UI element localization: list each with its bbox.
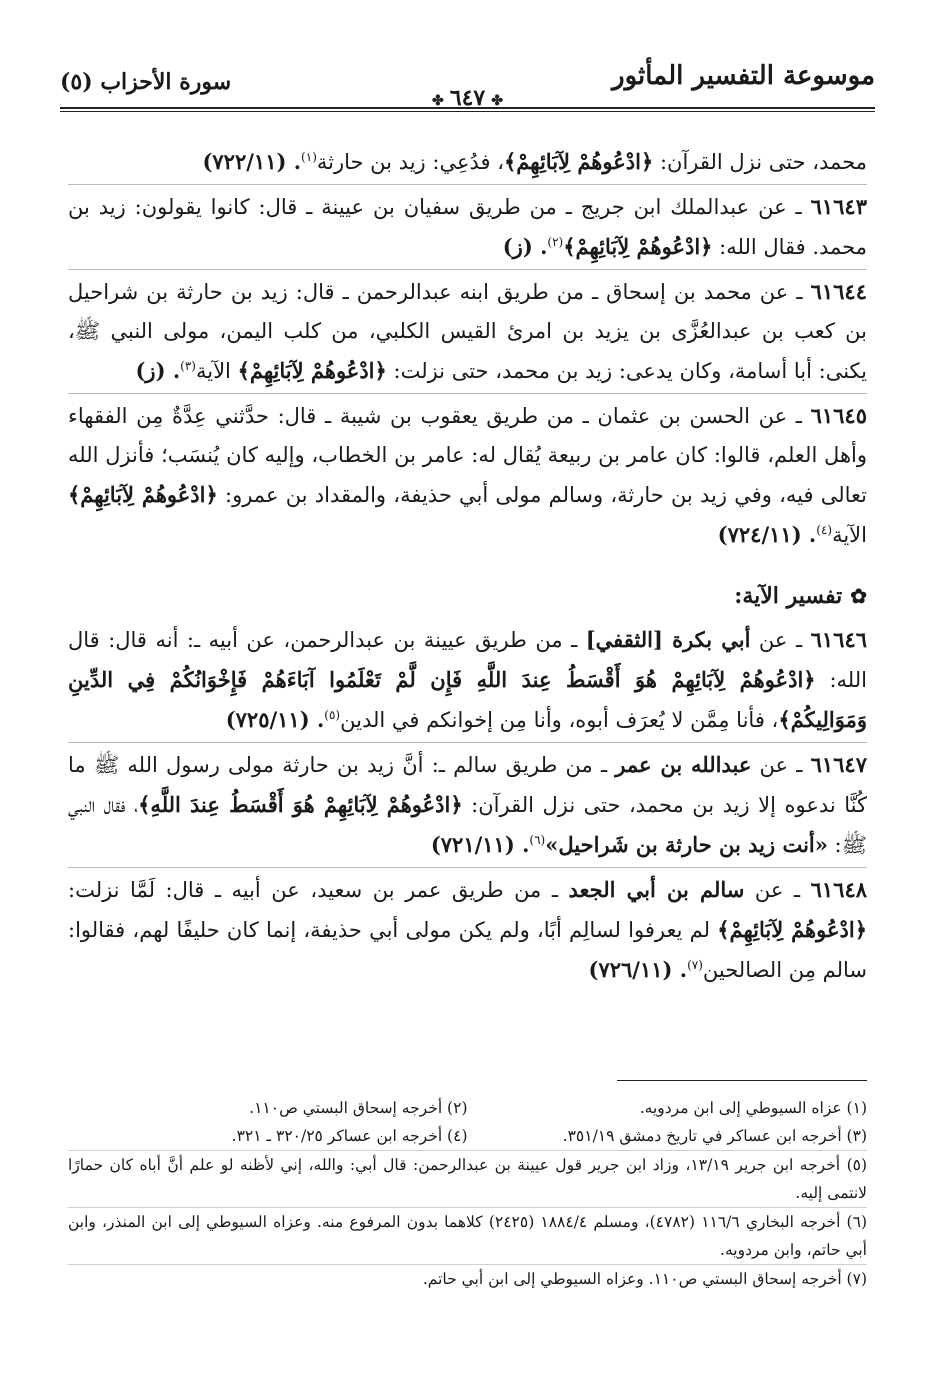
ornament-icon: ✤ [432,93,444,109]
paragraph: ٦١٦٤٧ ـ عن عبدالله بن عمر ـ من طريق سالم ـ: أنَّ زيد بن حارثة مولى رسول الله ﷺ ما كُنَّا ندعوه إلا زيد بن محمد، حتى نزل القرآن: ﴿ادْعُوهُمْ لِآبَائِهِمْ هُوَ أَقْسَطُ عِندَ اللَّهِ﴾، فقال النبي ﷺ: «أنت زيد بن حارثة بن شَراحيل»$^{(٦)}$. (٧٢١/١١) [68,745,867,868]
footnote-marker: (٧) [687,958,703,972]
volume-reference: . (ز) [135,358,181,383]
footnote-rule [617,1080,867,1081]
surah-title: سورة الأحزاب (٥) [60,69,232,95]
ornament-icon: ✤ [491,93,503,109]
volume-reference: . (٧٢١/١١) [430,832,530,857]
quran-quote: ﴿ادْعُوهُمْ لِآبَائِهِمْ﴾ [68,482,218,507]
footnote-marker: (٢) [547,235,564,249]
quran-quote: ﴿ادْعُوهُمْ لِآبَائِهِمْ هُوَ أَقْسَطُ عِندَ اللَّهِ﴾ [138,792,463,817]
volume-reference: . (٧٢٤/١١) [717,522,817,547]
footnotes [68,1094,867,1293]
flower-icon: ✿ [850,584,867,608]
paragraph: ٦١٦٤٥ ـ عن الحسن بن عثمان ـ من طريق يعقوب بن شيبة ـ قال: حدَّثني عِدَّةٌ مِن الفقهاء وأهل العلم، قالوا: كان عامر بن ربيعة يُقال له: عامر بن الخطاب، وإليه كان يُنسَب؛ فأنزل الله تعالى فيه، وفي زيد بن حارثة، وسالم مولى أبي حذيفة، والمقداد بن عمرو: ﴿ادْعُوهُمْ لِآبَائِهِمْ﴾ الآية$^{(٤)}$. (٧٢٤/١١) [68,403,867,547]
quran-quote: ﴿ادْعُوهُمْ لِآبَائِهِمْ﴾ [237,358,387,383]
footnote-row [68,1094,867,1122]
footnote: (٦) أخرجه البخاري ١١٦/٦ (٤٧٨٢)، ومسلم ١٨٨٤/٤ (٢٤٢٥) كلاهما بدون المرفوع منه. وعزاه السيوطي إلى ابن المنذر، وابن أبي حاتم، وابن مردويه. [68,1207,867,1264]
quran-quote: ﴿ادْعُوهُمْ لِآبَائِهِمْ هُوَ أَقْسَطُ عِندَ اللَّهِ فَإِن لَّمْ تَعْلَمُوا آبَاءَهُمْ فَإِخْوَانُكُمْ فِي الدِّينِ وَمَوَالِيكُمْ﴾ [68,667,867,732]
footnote: (٣) أخرجه ابن عساكر في تاريخ دمشق ٣٥١/١٩. [562,1127,867,1145]
footnote-marker: (٥) [324,708,341,722]
narration-number: ٦١٦٤٤ [810,279,867,304]
main-text [68,142,867,990]
narration-number: ٦١٦٤٥ [810,403,867,428]
header-rule [60,107,875,109]
paragraph: ٦١٦٤٨ ـ عن سالم بن أبي الجعد ـ من طريق عمر بن سعيد، عن أبيه ـ قال: لَمَّا نزلت: ﴿ادْعُوهُمْ لِآبَائِهِمْ﴾ لم يعرفوا لسالِم أبًا، ولم يكن مولى أبي حذيفة، إنما كان حليفًا لهم، فقالوا: سالم مِن الصالحين$^{(٧)}$. (٧٢٦/١١) [68,877,868,982]
footnote: (١) عزاه السيوطي إلى ابن مردويه. [639,1099,867,1117]
paragraph: ٦١٦٤٣ ـ عن عبدالملك ابن جريج ـ من طريق سفيان بن عيينة ـ قال: كانوا يقولون: زيد بن محمد. فقال الله: ﴿ادْعُوهُمْ لِآبَائِهِمْ﴾$^{(٢)}$. (ز) [68,187,867,270]
paragraph: محمد، حتى نزل القرآن: ﴿ادْعُوهُمْ لِآبَائِهِمْ﴾، فدُعِي: زيد بن حارثة$^{(١)}$. (٧٢٢/١١) [68,142,867,185]
paragraph: ٦١٦٤٦ ـ عن أبي بكرة [الثقفي] ـ من طريق عيينة بن عبدالرحمن، عن أبيه ـ: أنه قال: قال الله: ﴿ادْعُوهُمْ لِآبَائِهِمْ هُوَ أَقْسَطُ عِندَ اللَّهِ فَإِن لَّمْ تَعْلَمُوا آبَاءَهُمْ فَإِخْوَانُكُمْ فِي الدِّينِ وَمَوَالِيكُمْ﴾، فأنا مِمَّن لا يُعرَف أبوه، وأنا مِن إخوانكم في الدين$^{(٥)}$. (٧٢٥/١١) [68,620,867,743]
volume-reference: . (٧٢٥/١١) [225,707,325,732]
footnote-marker: (١) [301,150,317,164]
narrator-name: أبي بكرة [الثقفي] [585,627,751,652]
prophet-quote: «أنت زيد بن حارثة بن شَراحيل» [545,832,828,857]
footnote-marker: (٣) [180,359,196,373]
narration-number: ٦١٦٤٦ [810,627,868,652]
section-heading: ✿تفسير الآية: [734,583,867,609]
header-rule-thin [60,111,875,112]
footnote: (٧) أخرجه إسحاق البستي ص١١٠. وعزاه السيوطي إلى ابن أبي حاتم. [68,1264,867,1293]
quran-quote: ﴿ادْعُوهُمْ لِآبَائِهِمْ﴾ [717,917,867,942]
narrator-name: عبدالله بن عمر [615,752,752,777]
footnote-row [68,1122,867,1150]
volume-reference: . (٧٢٦/١١) [588,957,688,982]
quran-quote: ﴿ادْعُوهُمْ لِآبَائِهِمْ﴾ [563,234,713,259]
footnote-marker: (٦) [529,833,546,847]
paragraph: ٦١٦٤٤ ـ عن محمد بن إسحاق ـ من طريق ابنه عبدالرحمن ـ قال: زيد بن حارثة بن شراحيل بن كعب بن عبدالعُزَّى بن يزيد بن امرئ القيس الكلبي، من كلب اليمن، مولى النبي ﷺ، يكنى: أبا أسامة، وكان يدعى: زيد بن محمد، حتى نزلت: ﴿ادْعُوهُمْ لِآبَائِهِمْ﴾ الآية$^{(٣)}$. (ز) [68,272,867,394]
quran-quote: ﴿ادْعُوهُمْ لِآبَائِهِمْ﴾ [504,149,654,174]
volume-reference: . (ز) [502,234,548,259]
narration-number: ٦١٦٤٣ [810,194,867,219]
page-number: ٦٤٧ [449,85,486,111]
footnote: (٢) أخرجه إسحاق البستي ص١١٠. [249,1099,468,1117]
footnote: (٥) أخرجه ابن جرير ١٣/١٩، وزاد ابن جرير قول عيينة بن عبدالرحمن: قال أبي: والله، إني لأظنه لو علم أنَّ أباه كان حمارًا لانتمى إليه. [68,1150,867,1207]
footnote: (٤) أخرجه ابن عساكر ٣٢٠/٢٥ ـ ٣٢١. [231,1127,468,1145]
page-header [60,55,875,117]
narration-number: ٦١٦٤٧ [810,752,867,777]
narrator-name: سالم بن أبي الجعد [568,877,745,902]
footnote-marker: (٤) [816,523,833,537]
volume-reference: . (٧٢٢/١١) [202,149,302,174]
book-title: موسوعة التفسير المأثور [612,61,875,91]
narration-number: ٦١٦٤٨ [810,877,868,902]
